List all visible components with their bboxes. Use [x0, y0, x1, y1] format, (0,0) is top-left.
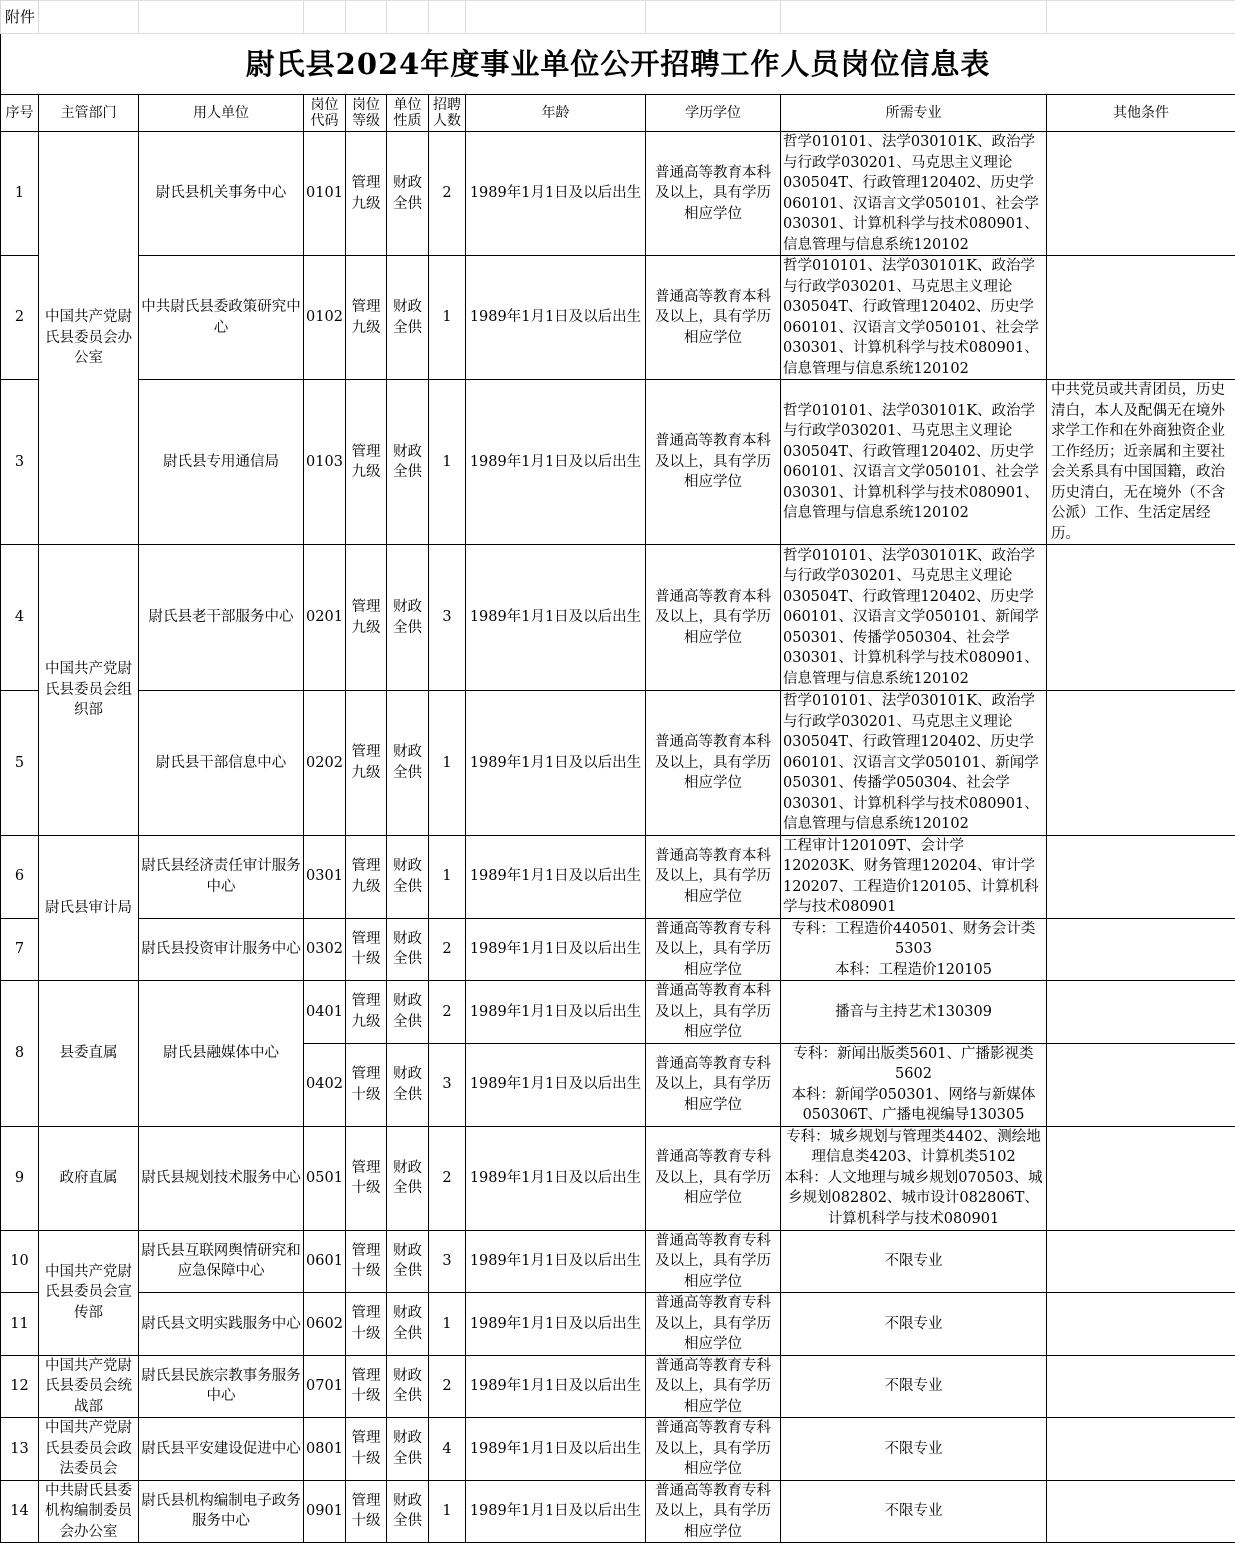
cell-level: 管理九级: [346, 256, 387, 380]
cell-edu: 普通高等教育本科及以上，具有学历相应学位: [646, 981, 781, 1044]
cell-nature: 财政全供: [387, 1355, 429, 1418]
table-row: [1, 1418, 1235, 1481]
table-row: [1, 545, 1235, 691]
cell-nature: 财政全供: [387, 1230, 429, 1293]
cell-unit: 尉氏县文明实践服务中心: [139, 1293, 304, 1356]
cell-edu: 普通高等教育专科及以上，具有学历相应学位: [646, 918, 781, 981]
cell-dept: 县委直属: [39, 981, 139, 1127]
table-row: [1, 1230, 1235, 1293]
cell-major: 不限专业: [781, 1355, 1047, 1418]
cell-level: 管理九级: [346, 981, 387, 1044]
cell-unit: 尉氏县专用通信局: [139, 380, 304, 545]
cell-dept: 中国共产党尉氏县委员会政法委员会: [39, 1418, 139, 1481]
header-edu: 学历学位: [646, 95, 781, 132]
table-row: [1, 1293, 1235, 1356]
cell-age: 1989年1月1日及以后出生: [466, 981, 646, 1044]
cell-code: 0201: [304, 545, 346, 691]
cell-level: 管理九级: [346, 691, 387, 836]
cell-no: 9: [1, 1126, 39, 1230]
cell-code: 0601: [304, 1230, 346, 1293]
cell-no: 2: [1, 256, 39, 380]
table-row: [1, 1480, 1235, 1543]
cell-count: 2: [429, 981, 466, 1044]
cell-code: 0202: [304, 691, 346, 836]
cell-age: 1989年1月1日及以后出生: [466, 1230, 646, 1293]
cell-count: 1: [429, 691, 466, 836]
cell-other: [1047, 1293, 1235, 1356]
cell-age: 1989年1月1日及以后出生: [466, 256, 646, 380]
cell-no: 4: [1, 545, 39, 691]
cell-code: 0401: [304, 981, 346, 1044]
cell-nature: 财政全供: [387, 1126, 429, 1230]
cell-age: 1989年1月1日及以后出生: [466, 1418, 646, 1481]
cell-edu: 普通高等教育本科及以上，具有学历相应学位: [646, 132, 781, 256]
cell-level: 管理十级: [346, 1043, 387, 1126]
cell-dept: 中共尉氏县委机构编制委员会办公室: [39, 1480, 139, 1543]
page-title: 尉氏县2024年度事业单位公开招聘工作人员岗位信息表: [1, 34, 1235, 95]
cell-dept: 中国共产党尉氏县委员会办公室: [39, 132, 139, 545]
cell-level: 管理十级: [346, 1355, 387, 1418]
header-level: 岗位等级: [346, 95, 387, 132]
cell-major: 哲学010101、法学030101K、政治学与行政学030201、马克思主义理论030504T、行政管理120402、历史学060101、汉语言文学050101、新闻学050301、传播学050304、社会学030301、计算机科学与技术080901、信息管理与信息系统120102: [781, 691, 1047, 836]
cell-no: 3: [1, 380, 39, 545]
cell-count: 3: [429, 1043, 466, 1126]
cell-count: 2: [429, 1355, 466, 1418]
header-other: 其他条件: [1047, 95, 1235, 132]
cell-edu: 普通高等教育专科及以上，具有学历相应学位: [646, 1230, 781, 1293]
cell-no: 10: [1, 1230, 39, 1293]
cell-edu: 普通高等教育本科及以上，具有学历相应学位: [646, 380, 781, 545]
cell-code: 0501: [304, 1126, 346, 1230]
cell-unit: 尉氏县互联网舆情研究和应急保障中心: [139, 1230, 304, 1293]
cell-edu: 普通高等教育专科及以上，具有学历相应学位: [646, 1480, 781, 1543]
cell-major: 不限专业: [781, 1230, 1047, 1293]
cell-unit: 尉氏县民族宗教事务服务中心: [139, 1355, 304, 1418]
cell-major: 哲学010101、法学030101K、政治学与行政学030201、马克思主义理论030504T、行政管理120402、历史学060101、汉语言文学050101、社会学030301、计算机科学与技术080901、信息管理与信息系统120102: [781, 132, 1047, 256]
header-nature: 单位性质: [387, 95, 429, 132]
cell-major: 专科：城乡规划与管理类4402、测绘地理信息类4203、计算机类5102 本科：人文地理与城乡规划070503、城乡规划082802、城市设计082806T、计算机科学与技术080901: [781, 1126, 1047, 1230]
cell-dept: 中国共产党尉氏县委员会统战部: [39, 1355, 139, 1418]
cell-other: [1047, 981, 1235, 1044]
cell-major: 工程审计120109T、会计学120203K、财务管理120204、审计学120207、工程造价120105、计算机科学与技术080901: [781, 835, 1047, 918]
cell-edu: 普通高等教育专科及以上，具有学历相应学位: [646, 1126, 781, 1230]
cell-age: 1989年1月1日及以后出生: [466, 380, 646, 545]
cell-age: 1989年1月1日及以后出生: [466, 1480, 646, 1543]
cell-no: 1: [1, 132, 39, 256]
cell-major: 哲学010101、法学030101K、政治学与行政学030201、马克思主义理论030504T、行政管理120402、历史学060101、汉语言文学050101、社会学030301、计算机科学与技术080901、信息管理与信息系统120102: [781, 256, 1047, 380]
cell-code: 0701: [304, 1355, 346, 1418]
cell-edu: 普通高等教育本科及以上，具有学历相应学位: [646, 835, 781, 918]
table-row: [1, 981, 1235, 1044]
cell-count: 2: [429, 132, 466, 256]
cell-nature: 财政全供: [387, 835, 429, 918]
cell-unit: 尉氏县平安建设促进中心: [139, 1418, 304, 1481]
cell-unit: 尉氏县老干部服务中心: [139, 545, 304, 691]
header-code: 岗位代码: [304, 95, 346, 132]
cell-count: 2: [429, 1126, 466, 1230]
table-row: [1, 1355, 1235, 1418]
cell-unit: 尉氏县机关事务中心: [139, 132, 304, 256]
cell-major: 专科：新闻出版类5601、广播影视类5602 本科：新闻学050301、网络与新媒体050306T、广播电视编导130305: [781, 1043, 1047, 1126]
cell-level: 管理九级: [346, 545, 387, 691]
cell-major: 专科：工程造价440501、财务会计类5303 本科：工程造价120105: [781, 918, 1047, 981]
table-row: [1, 835, 1235, 918]
cell-code: 0402: [304, 1043, 346, 1126]
header-count: 招聘人数: [429, 95, 466, 132]
cell-count: 1: [429, 1293, 466, 1356]
table-row: [1, 380, 1235, 545]
cell-code: 0102: [304, 256, 346, 380]
cell-no: 14: [1, 1480, 39, 1543]
cell-no: 11: [1, 1293, 39, 1356]
cell-other: [1047, 1126, 1235, 1230]
title-row: [1, 34, 1235, 95]
cell-code: 0602: [304, 1293, 346, 1356]
cell-age: 1989年1月1日及以后出生: [466, 691, 646, 836]
cell-other: [1047, 256, 1235, 380]
cell-unit: 尉氏县规划技术服务中心: [139, 1126, 304, 1230]
cell-dept: 中国共产党尉氏县委员会组织部: [39, 545, 139, 836]
cell-other: [1047, 545, 1235, 691]
header-row: [1, 95, 1235, 132]
cell-level: 管理十级: [346, 1293, 387, 1356]
header-no: 序号: [1, 95, 39, 132]
cell-level: 管理九级: [346, 132, 387, 256]
cell-nature: 财政全供: [387, 918, 429, 981]
cell-nature: 财政全供: [387, 256, 429, 380]
cell-age: 1989年1月1日及以后出生: [466, 1043, 646, 1126]
cell-edu: 普通高等教育专科及以上，具有学历相应学位: [646, 1355, 781, 1418]
cell-age: 1989年1月1日及以后出生: [466, 1126, 646, 1230]
cell-dept: 政府直属: [39, 1126, 139, 1230]
cell-age: 1989年1月1日及以后出生: [466, 918, 646, 981]
annex-row: [1, 1, 1235, 34]
cell-other: [1047, 132, 1235, 256]
cell-nature: 财政全供: [387, 380, 429, 545]
table-row: [1, 132, 1235, 256]
cell-edu: 普通高等教育本科及以上，具有学历相应学位: [646, 545, 781, 691]
cell-count: 1: [429, 835, 466, 918]
cell-no: 12: [1, 1355, 39, 1418]
cell-other: [1047, 691, 1235, 836]
cell-dept: 中国共产党尉氏县委员会宣传部: [39, 1230, 139, 1355]
annex-label: 附件: [1, 1, 39, 34]
cell-age: 1989年1月1日及以后出生: [466, 1355, 646, 1418]
cell-level: 管理十级: [346, 918, 387, 981]
cell-dept: 尉氏县审计局: [39, 835, 139, 981]
cell-unit: 尉氏县投资审计服务中心: [139, 918, 304, 981]
cell-no: 13: [1, 1418, 39, 1481]
cell-code: 0901: [304, 1480, 346, 1543]
cell-major: 不限专业: [781, 1418, 1047, 1481]
cell-edu: 普通高等教育专科及以上，具有学历相应学位: [646, 1043, 781, 1126]
cell-major: 播音与主持艺术130309: [781, 981, 1047, 1044]
cell-other: [1047, 918, 1235, 981]
cell-other: [1047, 1355, 1235, 1418]
cell-other: 中共党员或共青团员，历史清白，本人及配偶无在境外求学工作和在外商独资企业工作经历；近亲属和主要社会关系具有中国国籍，政治历史清白，无在境外（不含公派）工作、生活定居经历。: [1047, 380, 1235, 545]
cell-age: 1989年1月1日及以后出生: [466, 132, 646, 256]
cell-other: [1047, 1480, 1235, 1543]
cell-unit: 尉氏县经济责任审计服务中心: [139, 835, 304, 918]
cell-count: 4: [429, 1418, 466, 1481]
cell-major: 不限专业: [781, 1480, 1047, 1543]
cell-code: 0101: [304, 132, 346, 256]
cell-count: 3: [429, 1230, 466, 1293]
cell-age: 1989年1月1日及以后出生: [466, 545, 646, 691]
cell-count: 1: [429, 1480, 466, 1543]
cell-nature: 财政全供: [387, 981, 429, 1044]
cell-level: 管理九级: [346, 835, 387, 918]
table-row: [1, 1126, 1235, 1230]
cell-nature: 财政全供: [387, 132, 429, 256]
cell-level: 管理九级: [346, 380, 387, 545]
cell-unit: 尉氏县干部信息中心: [139, 691, 304, 836]
cell-code: 0301: [304, 835, 346, 918]
cell-major: 哲学010101、法学030101K、政治学与行政学030201、马克思主义理论030504T、行政管理120402、历史学060101、汉语言文学050101、新闻学050301、传播学050304、社会学030301、计算机科学与技术080901、信息管理与信息系统120102: [781, 545, 1047, 691]
header-dept: 主管部门: [39, 95, 139, 132]
cell-edu: 普通高等教育本科及以上，具有学历相应学位: [646, 256, 781, 380]
cell-nature: 财政全供: [387, 1293, 429, 1356]
cell-major: 不限专业: [781, 1293, 1047, 1356]
cell-age: 1989年1月1日及以后出生: [466, 835, 646, 918]
cell-other: [1047, 1043, 1235, 1126]
header-age: 年龄: [466, 95, 646, 132]
cell-age: 1989年1月1日及以后出生: [466, 1293, 646, 1356]
cell-count: 2: [429, 918, 466, 981]
cell-no: 8: [1, 981, 39, 1127]
table-row: [1, 918, 1235, 981]
cell-other: [1047, 835, 1235, 918]
cell-nature: 财政全供: [387, 1043, 429, 1126]
cell-other: [1047, 1230, 1235, 1293]
cell-major: 哲学010101、法学030101K、政治学与行政学030201、马克思主义理论030504T、行政管理120402、历史学060101、汉语言文学050101、社会学030301、计算机科学与技术080901、信息管理与信息系统120102: [781, 380, 1047, 545]
cell-edu: 普通高等教育本科及以上，具有学历相应学位: [646, 691, 781, 836]
cell-nature: 财政全供: [387, 545, 429, 691]
cell-unit: 尉氏县机构编制电子政务服务中心: [139, 1480, 304, 1543]
cell-edu: 普通高等教育专科及以上，具有学历相应学位: [646, 1293, 781, 1356]
cell-count: 1: [429, 256, 466, 380]
table-row: [1, 691, 1235, 836]
cell-level: 管理十级: [346, 1230, 387, 1293]
cell-other: [1047, 1418, 1235, 1481]
cell-code: 0103: [304, 380, 346, 545]
table-row: [1, 256, 1235, 380]
cell-no: 6: [1, 835, 39, 918]
cell-level: 管理十级: [346, 1480, 387, 1543]
cell-edu: 普通高等教育专科及以上，具有学历相应学位: [646, 1418, 781, 1481]
cell-nature: 财政全供: [387, 691, 429, 836]
cell-count: 1: [429, 380, 466, 545]
cell-code: 0801: [304, 1418, 346, 1481]
header-unit: 用人单位: [139, 95, 304, 132]
cell-level: 管理十级: [346, 1418, 387, 1481]
cell-unit: 中共尉氏县委政策研究中心: [139, 256, 304, 380]
cell-unit: 尉氏县融媒体中心: [139, 981, 304, 1127]
cell-level: 管理十级: [346, 1126, 387, 1230]
cell-no: 7: [1, 918, 39, 981]
cell-nature: 财政全供: [387, 1480, 429, 1543]
header-major: 所需专业: [781, 95, 1047, 132]
cell-code: 0302: [304, 918, 346, 981]
cell-count: 3: [429, 545, 466, 691]
cell-no: 5: [1, 691, 39, 836]
cell-nature: 财政全供: [387, 1418, 429, 1481]
